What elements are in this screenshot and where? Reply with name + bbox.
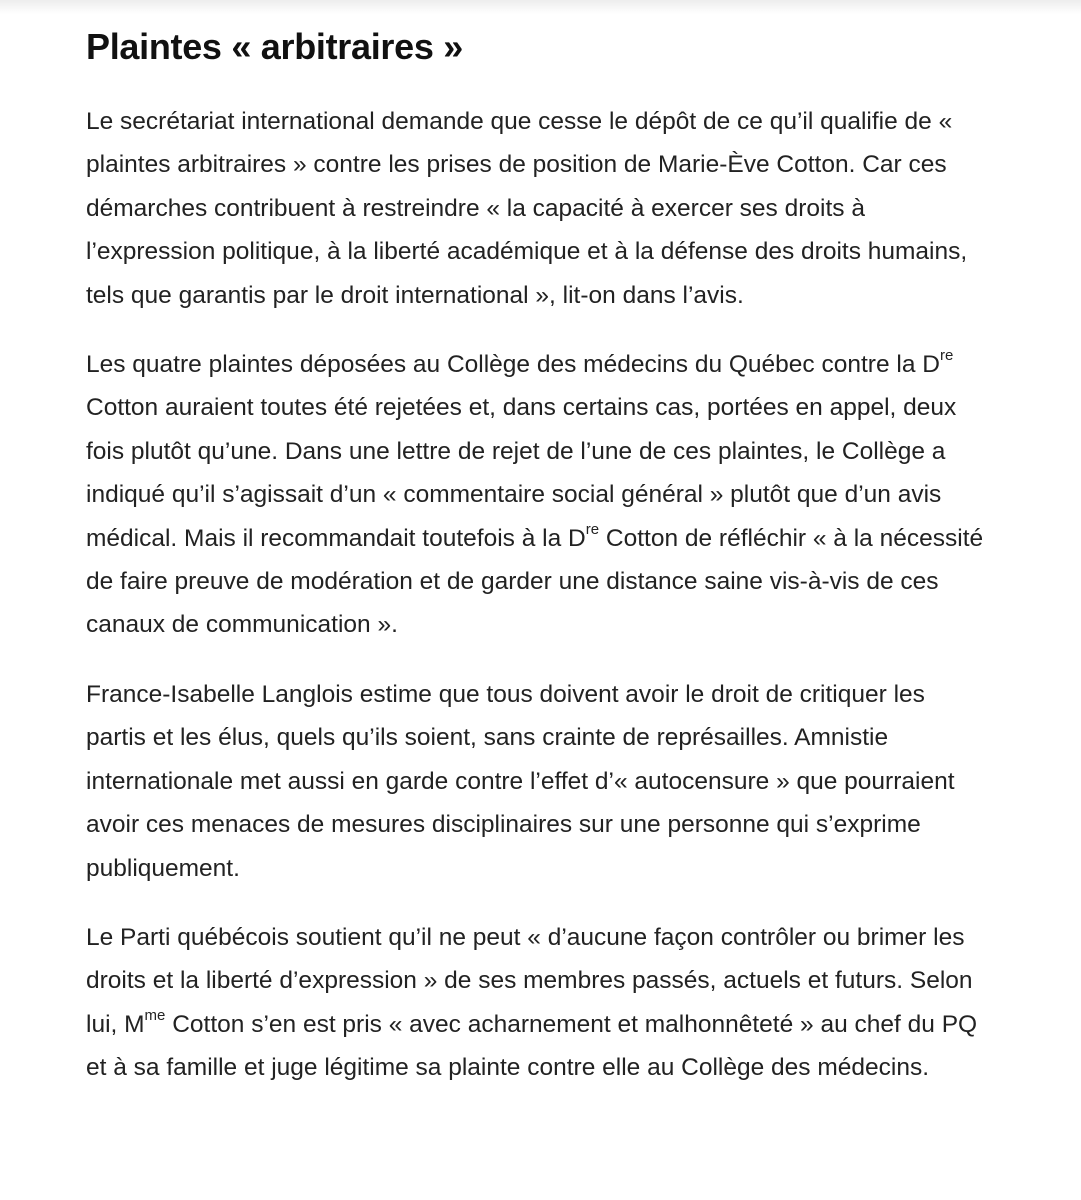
paragraph-text: Cotton de réfléchir « à la nécessité de faire preuve de modération et de garder une distance saine vis-à-vis de ces canaux de communication ».: [86, 524, 984, 639]
paragraph-1: [86, 100, 986, 317]
paragraph-2: [86, 343, 986, 647]
paragraph-text: Le Parti québécois soutient qu’il ne peut « d’aucune façon contrôler ou brimer les droits et la liberté d’expression » de ses membres passés, actuels et futurs. Selon lui, M: [86, 923, 973, 1038]
section-heading: Plaintes « arbitraires »: [86, 26, 464, 67]
paragraph-text: Cotton auraient toutes été rejetées et, dans certains cas, portées en appel, deux fois plutôt qu’une. Dans une lettre de rejet de l’une de ces plaintes, le Collège a indiqué qu’il s’agissait d’un « commentaire social général » plutôt que d’un avis médical. Mais il recommandait toutefois à la D: [86, 394, 957, 552]
paragraph-3: [86, 673, 986, 890]
article-body: [86, 24, 986, 1116]
top-shadow: [0, 0, 1081, 14]
paragraph-text: France-Isabelle Langlois estime que tous doivent avoir le droit de critiquer les partis et les élus, quels qu’ils soient, sans crainte de représailles. Amnistie internationale met aussi en garde contre l’effet d’« autocensure » que pourraient avoir ces menaces de mesures disciplinaires sur une personne qui s’exprime publiquement.: [86, 680, 955, 882]
paragraph-text: Cotton s’en est pris « avec acharnement et malhonnêteté » au chef du PQ et à sa famille et juge légitime sa plainte contre elle au Collège des médecins.: [86, 1010, 978, 1082]
paragraph-text: Les quatre plaintes déposées au Collège des médecins du Québec contre la D: [86, 351, 940, 379]
superscript-abbreviation: me: [144, 1006, 166, 1024]
superscript-abbreviation: re: [585, 520, 600, 538]
paragraph-4: [86, 916, 986, 1090]
superscript-abbreviation: re: [939, 346, 954, 364]
paragraph-text: Le secrétariat international demande que cesse le dépôt de ce qu’il qualifie de « plaintes arbitraires » contre les prises de position de Marie-Ève Cotton. Car ces démarches contribuent à restreindre « la capacité à exercer ses droits à l’expression politique, à la liberté académique et à la défense des droits humains, tels que garantis par le droit international », lit-on dans l’avis.: [86, 108, 968, 309]
